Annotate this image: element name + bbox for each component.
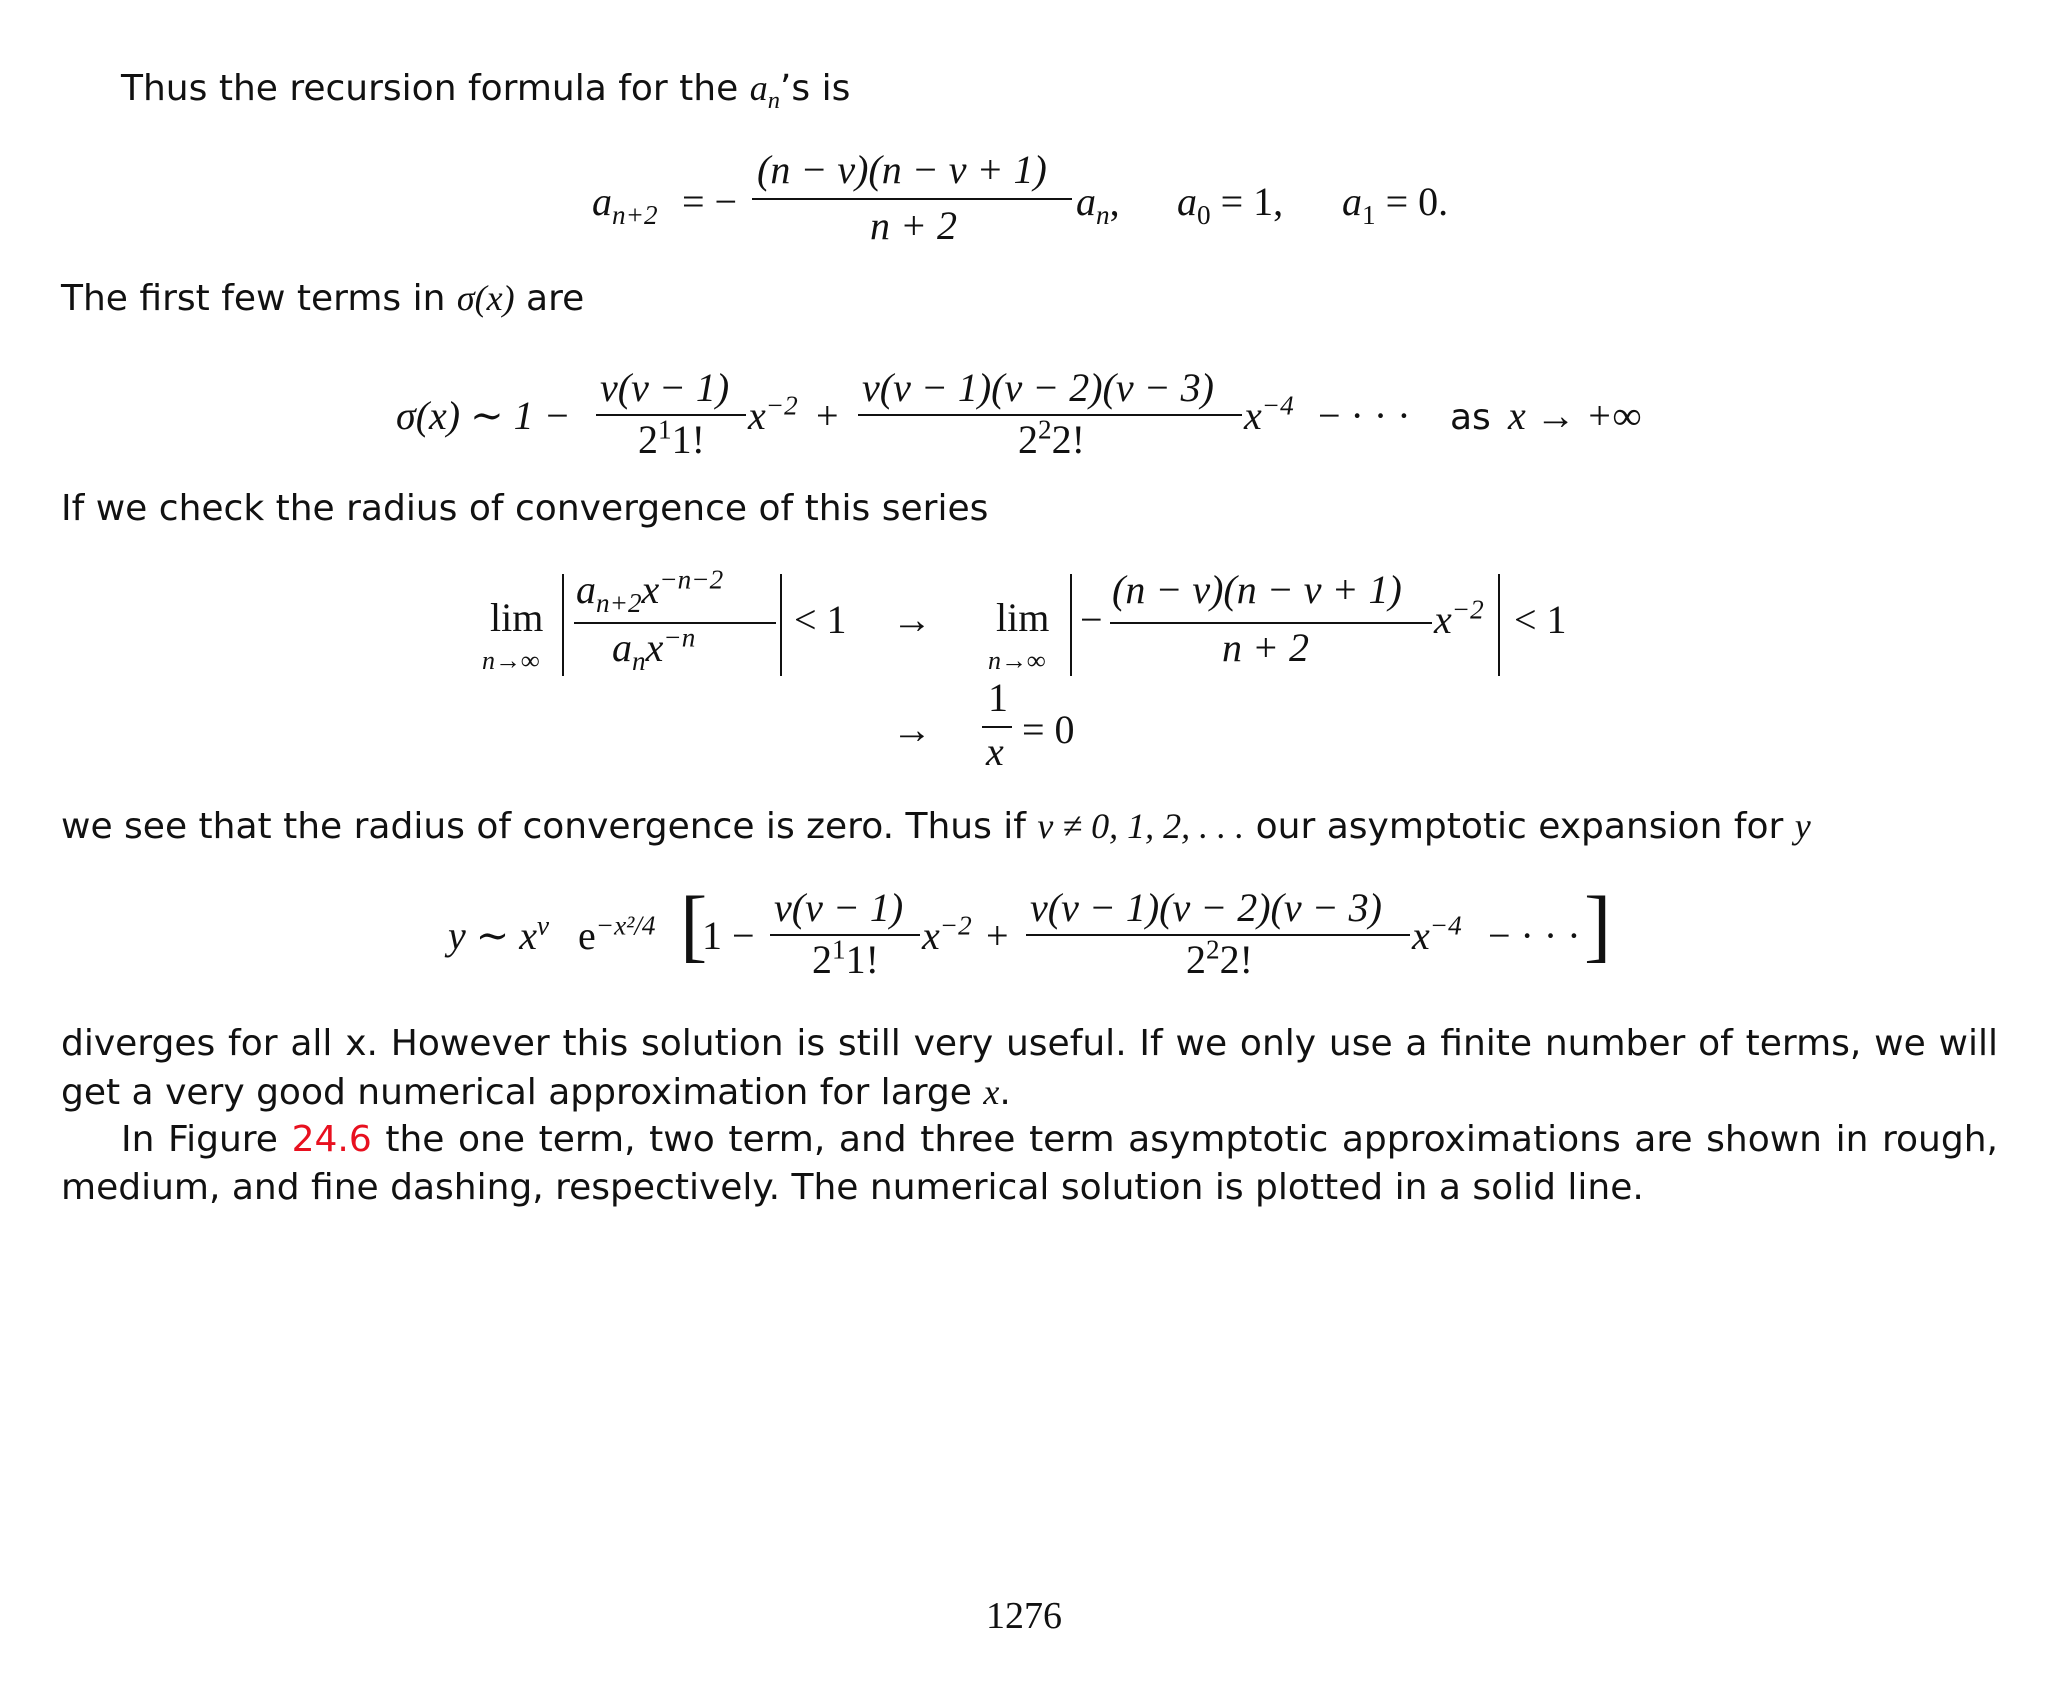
equation-limit: lim n→∞ $a_{n+2}x^{-n-2}$ $a_nx^{-n}$ < 1 → lim n→∞ − (n − ν)(n − ν + 1) n + 2 $x^{-2}$ < 1 → 1 x = 0 bbox=[482, 564, 1567, 774]
paragraph-recursion-intro: Thus the recursion formula for the $a_n’s$ is bbox=[121, 68, 851, 115]
paragraph-divergence: diverges for all x. However this solution is still very useful. If we only use a finite number of terms, we will get a very good numerical approximation for large x. bbox=[61, 1023, 1998, 1113]
abs-bar-left bbox=[1070, 574, 1072, 676]
paragraph-radius-zero: we see that the radius of convergence is zero. Thus if ν ≠ 0, 1, 2, . . . our asymptotic expansion for y bbox=[61, 806, 1811, 847]
figure-link[interactable]: 24.6 bbox=[291, 1119, 372, 1160]
equation-asymptotic-expansion: y ∼ $x^\nu$ $e^{-x^2/4}$ [ 1 − ν(ν − 1) $2^11$! $x^{-2}$ + ν(ν − 1)(ν − 2)(ν − 3) $2^22$! $x^{-4}$ − · · · ] bbox=[448, 879, 1612, 982]
paragraph-figure-reference: In Figure 24.6 the one term, two term, and three term asymptotic approximations are shown in rough, medium, and fine dashing, respectively. The numerical solution is plotted in a solid line. bbox=[61, 1119, 1998, 1208]
page-number: 1276 bbox=[986, 1595, 1062, 1637]
fraction-bar bbox=[752, 198, 1072, 200]
abs-bar-right bbox=[780, 574, 782, 676]
abs-bar-left bbox=[562, 574, 564, 676]
equation-recursion: $a_{n+2}$ = − (n − ν)(n − ν + 1) n + 2 $a_n$, $a_0 = 1$, $a_1 = 0$. bbox=[592, 147, 1449, 248]
abs-bar-right bbox=[1498, 574, 1500, 676]
bracket-right: ] bbox=[1584, 879, 1612, 970]
paragraph-first-terms: The first few terms in σ(x) are bbox=[61, 278, 585, 319]
equation-sigma-series: σ(x) ∼ 1 − ν(ν − 1) $2^11$! $x^{-2}$ + ν(ν − 1)(ν − 2)(ν − 3) $2^22$! $x^{-4}$ − · · · as x → +∞ bbox=[396, 365, 1642, 462]
paragraph-radius-check: If we check the radius of convergence of this series bbox=[61, 488, 989, 529]
bracket-left: [ bbox=[680, 879, 708, 970]
